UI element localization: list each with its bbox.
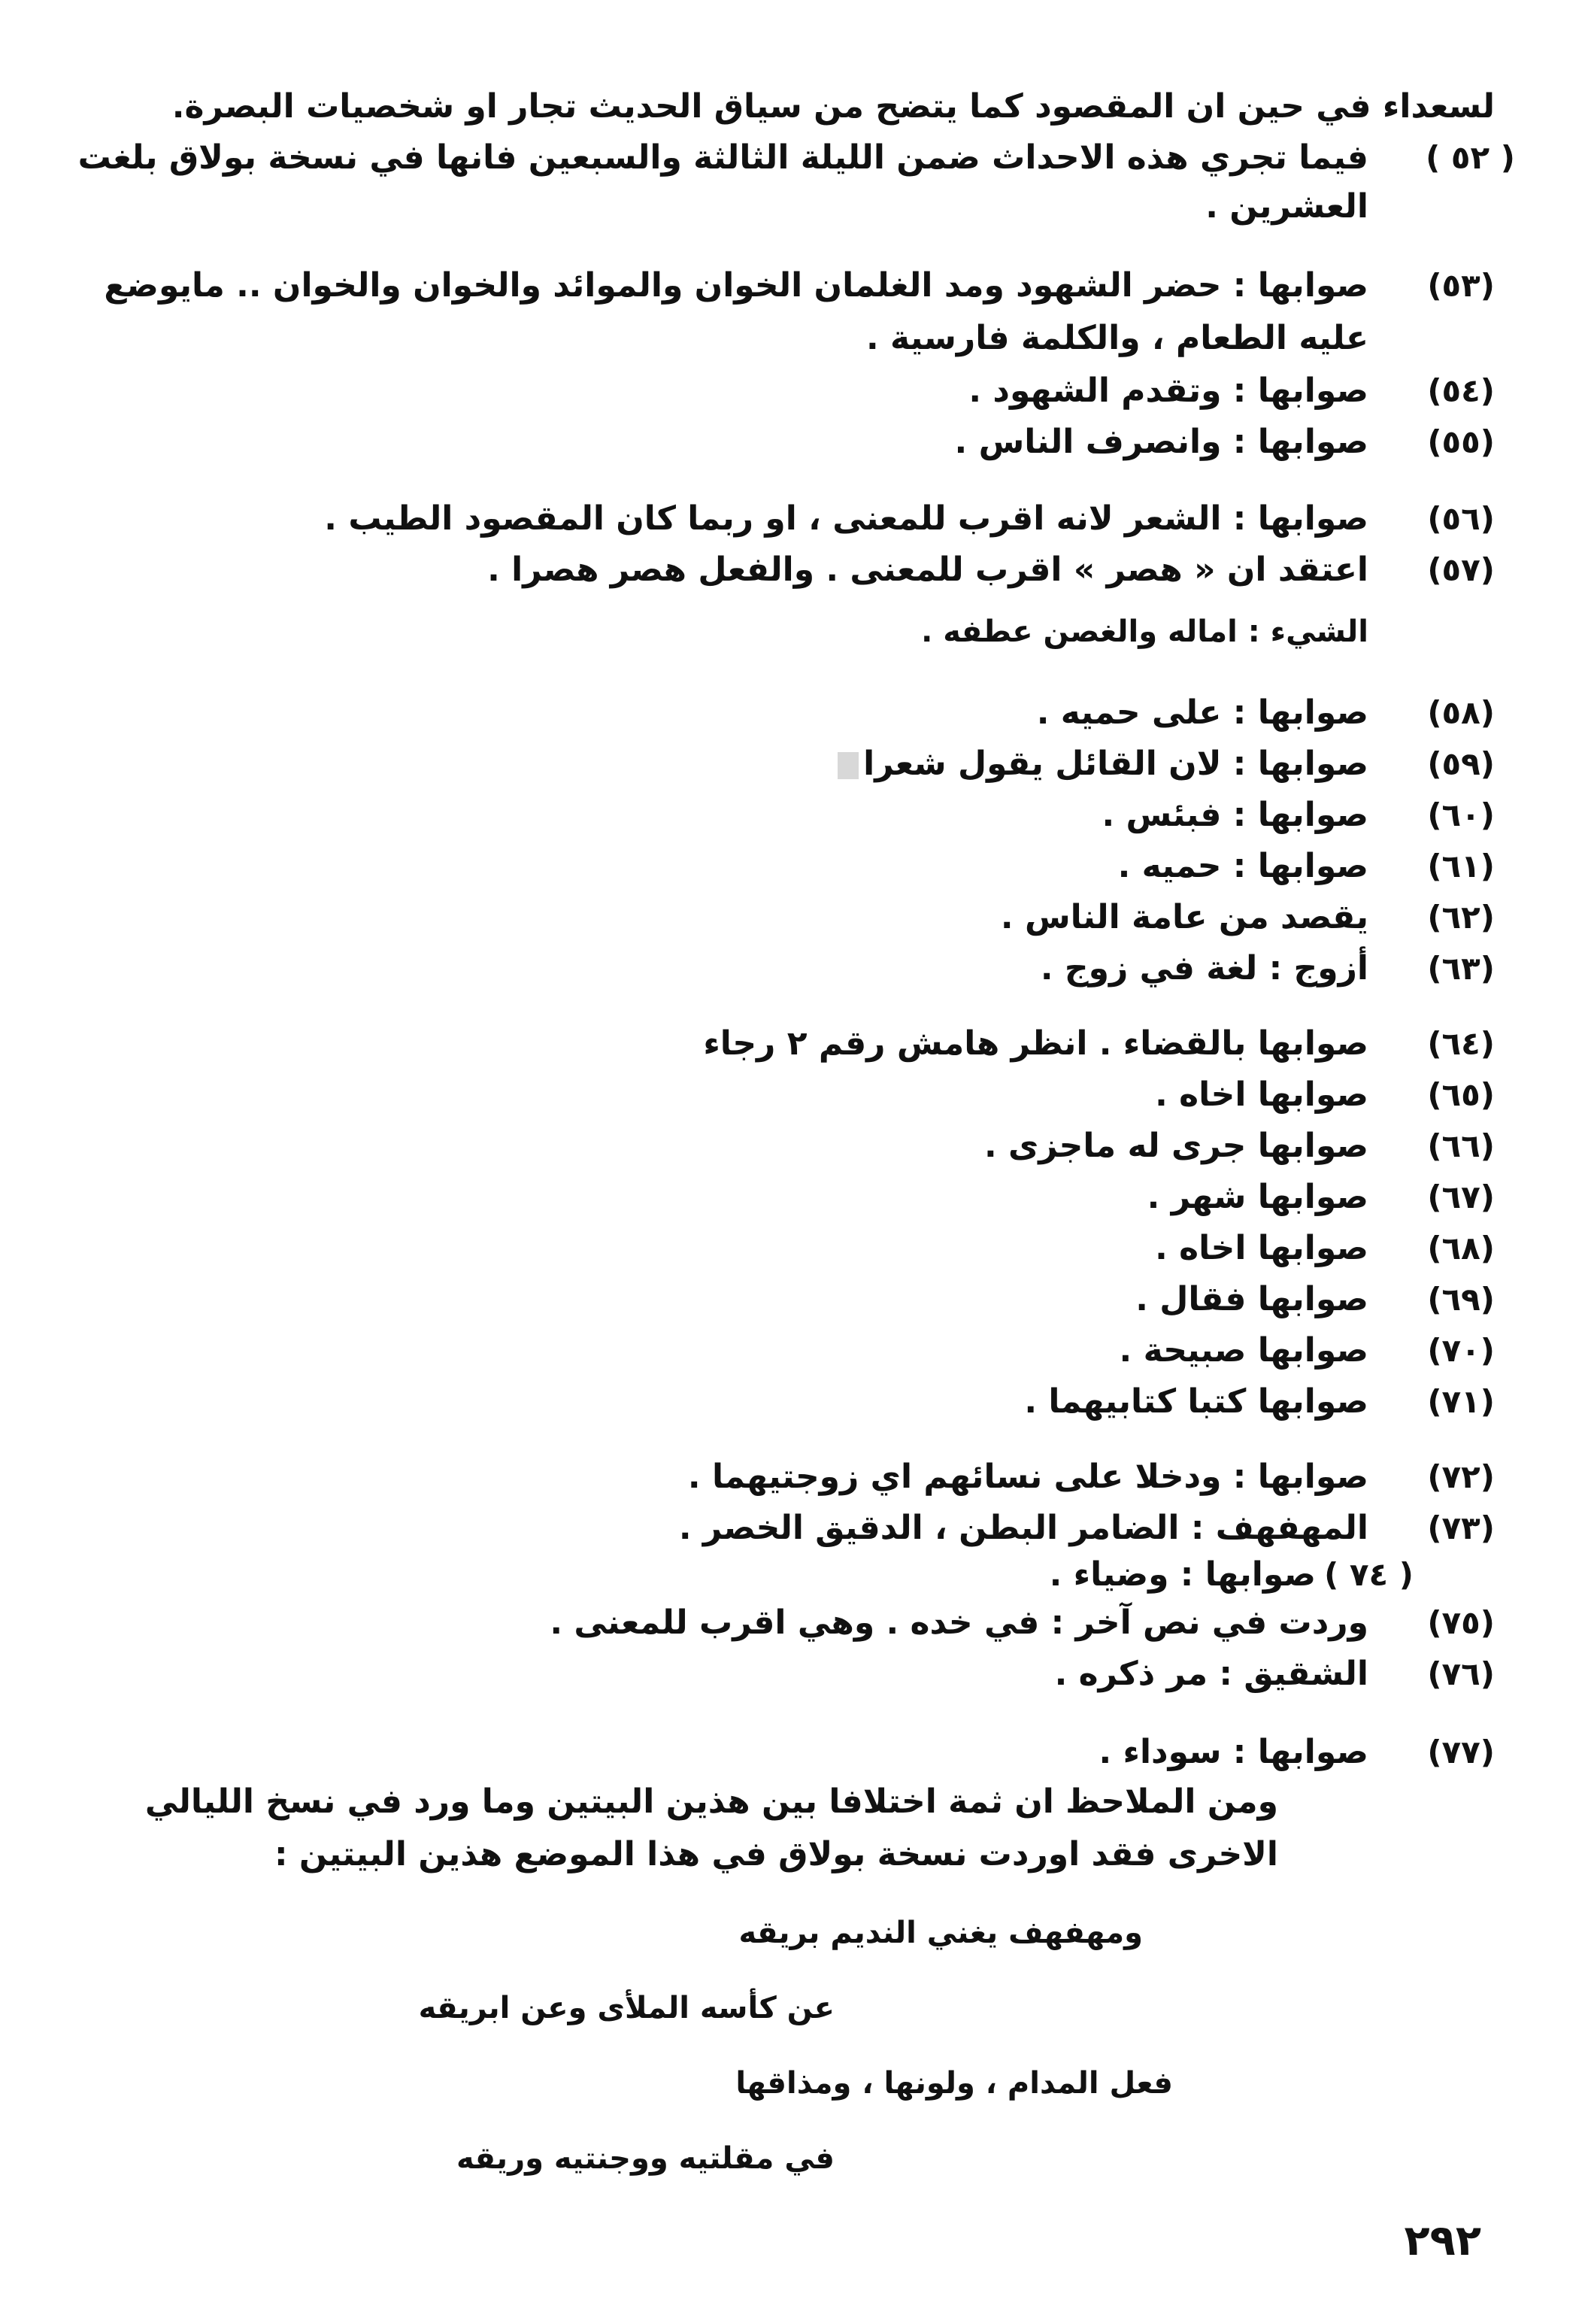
note-70-line-1: صوابها صبيحة . (1119, 1331, 1368, 1370)
note-77-line-3: الاخرى فقد اوردت نسخة بولاق في هذا الموضع هذين البيتين : (274, 1835, 1278, 1873)
note-74-line-1: صوابها : وضياء . (1049, 1555, 1316, 1594)
note-67-line-1: صوابها شهر . (1147, 1178, 1368, 1216)
text-line-top: لسعداء في حين ان المقصود كما يتضح من سياق الحديث تجار او شخصيات البصرة. (171, 87, 1495, 126)
note-number-55: (٥٥) (1427, 423, 1495, 460)
note-63-line-1: أزوج : لغة في زوج . (1040, 949, 1368, 988)
note-57-line-2: الشيء : اماله والغصن عطفه . (921, 614, 1368, 649)
note-73-line-1: المهفهف : الضامر البطن ، الدقيق الخصر . (678, 1509, 1368, 1547)
note-65-line-1: صوابها اخاه . (1155, 1076, 1368, 1114)
note-75-line-1: وردت في نص آخر : في خده . وهي اقرب للمعنى . (550, 1603, 1368, 1642)
note-55-line-1: صوابها : وانصرف الناس . (954, 423, 1368, 461)
note-57-line-1: اعتقد ان « هصر » اقرب للمعنى . والفعل هصر هصرا . (487, 551, 1368, 589)
note-number-68: (٦٨) (1427, 1230, 1495, 1267)
note-number-69: (٦٩) (1427, 1281, 1495, 1318)
note-54-line-1: صوابها : وتقدم الشهود . (968, 372, 1368, 410)
note-number-75: (٧٥) (1427, 1604, 1495, 1641)
note-56-line-1: صوابها : الشعر لانه اقرب للمعنى ، او ربما كان المقصود الطيب . (324, 499, 1368, 538)
note-number-73: (٧٣) (1427, 1509, 1495, 1546)
note-number-74: ( ٧٤ ) (1324, 1556, 1414, 1593)
note-number-70: (٧٠) (1427, 1332, 1495, 1369)
note-68-line-1: صوابها اخاه . (1155, 1229, 1368, 1267)
note-61-line-1: صوابها : حميه . (1117, 847, 1368, 885)
note-52-line-1: فيما تجري هذه الاحداث ضمن الليلة الثالثة والسبعين فانها في نسخة بولاق بلغت (77, 138, 1368, 177)
note-number-72: (٧٢) (1427, 1458, 1495, 1495)
note-number-65: (٦٥) (1427, 1076, 1495, 1113)
note-number-56: (٥٦) (1427, 500, 1495, 537)
note-77-line-1: صوابها : سوداء . (1099, 1733, 1368, 1771)
verse-line-3: فعل المدام ، ولونها ، ومذاقها (735, 2066, 1173, 2101)
note-number-71: (٧١) (1427, 1383, 1495, 1420)
note-71-line-1: صوابها كتبا كتابيهما . (1024, 1382, 1368, 1421)
verse-line-1: ومهفهف يغني النديم بريقه (738, 1916, 1143, 1950)
verse-line-4: في مقلتيه ووجنتيه وريقه (456, 2141, 835, 2176)
note-number-76: (٧٦) (1427, 1655, 1495, 1692)
note-number-57: (٥٧) (1427, 551, 1495, 588)
note-number-66: (٦٦) (1427, 1127, 1495, 1164)
note-58-line-1: صوابها : على حميه . (1036, 693, 1368, 732)
note-number-64: (٦٤) (1427, 1025, 1495, 1062)
note-53-line-1: صوابها : حضر الشهود ومد الغلمان الخوان والموائد والخوان والخوان .. مايوضع (104, 266, 1368, 305)
note-number-77: (٧٧) (1427, 1734, 1495, 1770)
note-59-text: صوابها : لان القائل يقول شعرا (863, 745, 1368, 783)
note-72-line-1: صوابها : ودخلا على نسائهم اي زوجتيهما . (687, 1458, 1368, 1496)
note-76-line-1: الشقيق : مر ذكره . (1054, 1655, 1368, 1693)
note-number-61: (٦١) (1427, 848, 1495, 884)
note-52-line-2: العشرين . (1205, 187, 1368, 226)
page-number: ٢٩٢ (1404, 2216, 1481, 2265)
note-62-line-1: يقصد من عامة الناس . (1000, 898, 1368, 936)
note-number-62: (٦٢) (1427, 899, 1495, 936)
note-60-line-1: صوابها : فبئس . (1102, 796, 1368, 834)
note-64-line-1: صوابها بالقضاء . انظر هامش رقم ٢ رجاء (703, 1024, 1368, 1063)
note-69-line-1: صوابها فقال . (1135, 1280, 1368, 1318)
note-number-63: (٦٣) (1427, 950, 1495, 987)
note-number-53: (٥٣) (1427, 267, 1495, 304)
note-77-line-2: ومن الملاحظ ان ثمة اختلافا بين هذين البيتين وما ورد في نسخ الليالي (144, 1782, 1278, 1821)
note-number-52: ( ٥٢ ) (1426, 139, 1515, 176)
verse-line-2: عن كأسه الملأى وعن ابريقه (418, 1991, 835, 2025)
note-number-58: (٥٨) (1427, 694, 1495, 731)
note-number-54: (٥٤) (1427, 372, 1495, 409)
note-number-67: (٦٧) (1427, 1179, 1495, 1215)
note-53-line-2: عليه الطعام ، والكلمة فارسية . (865, 319, 1368, 357)
note-66-line-1: صوابها جرى له ماجزى . (983, 1127, 1368, 1165)
smudge-mark (838, 752, 859, 779)
note-59-line-1 (833, 742, 1368, 787)
note-number-59: (٥٩) (1427, 745, 1495, 782)
note-number-60: (٦٠) (1427, 796, 1495, 833)
